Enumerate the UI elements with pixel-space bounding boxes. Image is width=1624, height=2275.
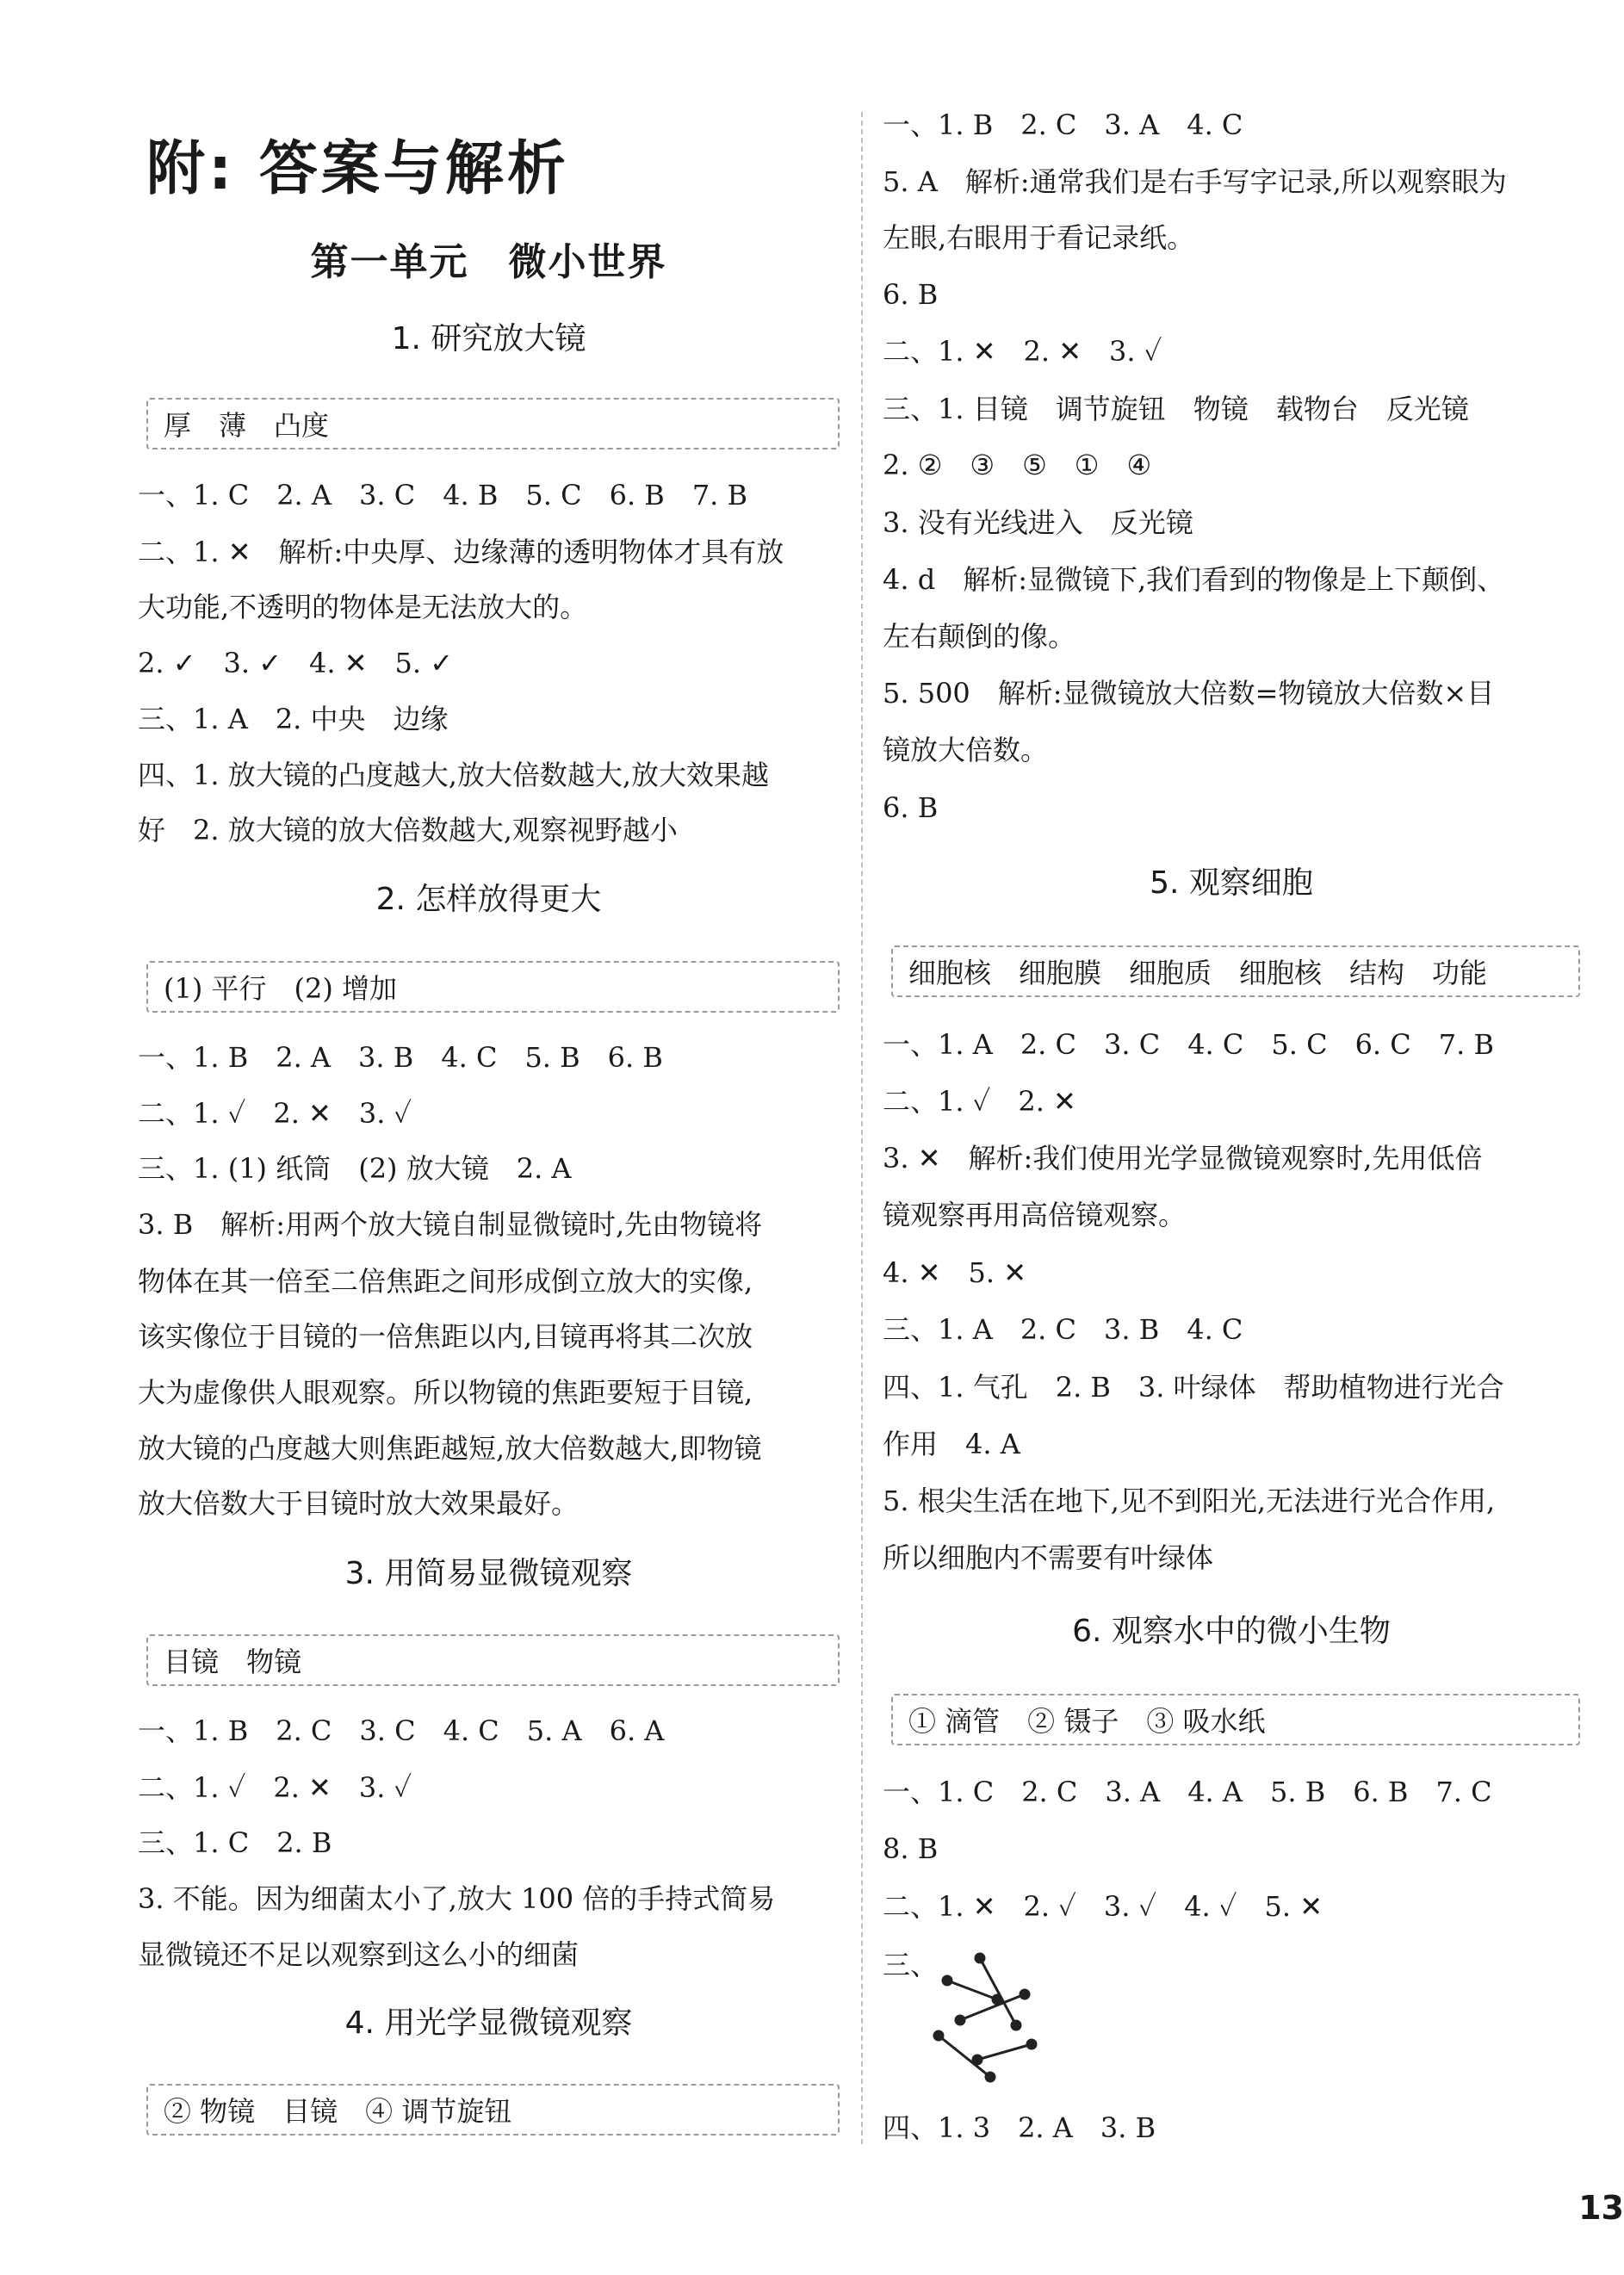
page-title: 附: 答案与解析 [146,135,569,203]
answer-line: 好 2. 放大镜的放大倍数越大,观察视野越小 [138,814,678,846]
answer-line: 4. d 解析:显微镜下,我们看到的物像是上下颠倒、 [883,563,1505,596]
answer-line: 一、1. C 2. A 3. C 4. B 5. C 6. B 7. B [138,479,748,511]
section-title-5: 5. 观察细胞 [1150,865,1313,901]
key-box-6: ① 滴管 ② 镊子 ③ 吸水纸 [891,1694,1580,1745]
answer-line: 三、1. 目镜 调节旋钮 物镜 载物台 反光镜 [883,393,1469,425]
answer-line: 三、1. (1) 纸筒 (2) 放大镜 2. A [138,1152,572,1185]
answer-line: 3. 不能。因为细菌太小了,放大 100 倍的手持式简易 [138,1882,776,1915]
answer-line: 四、1. 3 2. A 3. B [883,2111,1156,2144]
unit-title: 第一单元 微小世界 [310,240,667,284]
answer-line: 2. ② ③ ⑤ ① ④ [883,449,1152,481]
answer-line: 一、1. B 2. C 3. C 4. C 5. A 6. A [138,1714,665,1747]
section-title-2: 2. 怎样放得更大 [375,882,602,917]
answer-line: 3. ✕ 解析:我们使用光学显微镜观察时,先用低倍 [883,1142,1483,1175]
answer-line: 大功能,不透明的物体是无法放大的。 [138,591,588,623]
answer-line: 作用 4. A [883,1428,1020,1460]
answer-line: 四、1. 气孔 2. B 3. 叶绿体 帮助植物进行光合 [883,1371,1504,1404]
section-title-4: 4. 用光学显微镜观察 [344,2005,633,2041]
answer-line: 三、1. A 2. 中央 边缘 [138,703,449,735]
section-title-3: 3. 用简易显微镜观察 [344,1556,633,1591]
answer-line: 二、1. ✓ 2. ✕ 3. ✓ [138,1097,412,1130]
answer-line: 左右颠倒的像。 [883,620,1076,653]
answer-line: 大为虚像供人眼观察。所以物镜的焦距要短于目镜, [138,1376,753,1409]
answer-line: 该实像位于目镜的一倍焦距以内,目镜再将其二次放 [138,1320,753,1353]
key-box-4: ② 物镜 目镜 ④ 调节旋钮 [146,2084,840,2136]
key-box-2: (1) 平行 (2) 增加 [146,961,840,1013]
answer-line: 一、1. A 2. C 3. C 4. C 5. C 6. C 7. B [883,1028,1494,1061]
answer-line: 左眼,右眼用于看记录纸。 [883,221,1195,254]
answer-line: 四、1. 放大镜的凸度越大,放大倍数越大,放大效果越 [138,759,770,791]
answer-line: 放大镜的凸度越大则焦距越短,放大倍数越大,即物镜 [138,1432,762,1465]
section-title-6: 6. 观察水中的微小生物 [1072,1614,1391,1649]
answer-line: 三、1. A 2. C 3. B 4. C [883,1313,1243,1346]
answer-line: 镜放大倍数。 [883,734,1049,766]
answer-line: 二、1. ✓ 2. ✕ 3. ✓ [138,1771,412,1804]
answer-line: 二、1. ✕ 2. ✕ 3. ✓ [883,335,1162,368]
answer-line: 一、1. C 2. C 3. A 4. A 5. B 6. B 7. C [883,1776,1492,1808]
answer-line: 放大倍数大于目镜时放大效果最好。 [138,1487,580,1520]
matching-lines-figure [921,1948,1051,2086]
answer-line: 5. 500 解析:显微镜放大倍数=物镜放大倍数×目 [883,677,1495,710]
answer-line: 镜观察再用高倍镜观察。 [883,1199,1187,1231]
answer-line: 5. A 解析:通常我们是右手写字记录,所以观察眼为 [883,165,1507,198]
section-title-1: 1. 研究放大镜 [391,321,586,356]
page-number: 13 [1578,2189,1624,2227]
answer-line: 一、1. B 2. C 3. A 4. C [883,108,1243,141]
answer-line: 一、1. B 2. A 3. B 4. C 5. B 6. B [138,1041,663,1074]
key-box-5: 细胞核 细胞膜 细胞质 细胞核 结构 功能 [891,945,1580,997]
answer-line: 二、1. ✕ 解析:中央厚、边缘薄的透明物体才具有放 [138,536,784,568]
answer-line: 二、1. ✓ 2. ✕ [883,1085,1076,1118]
answer-line: 6. B [883,791,939,824]
answer-line: 二、1. ✕ 2. ✓ 3. ✓ 4. ✓ 5. ✕ [883,1890,1323,1923]
answer-line: 4. ✕ 5. ✕ [883,1256,1027,1289]
answer-line: 物体在其一倍至二倍焦距之间形成倒立放大的实像, [138,1265,753,1298]
answer-line: 3. B 解析:用两个放大镜自制显微镜时,先由物镜将 [138,1208,763,1241]
answer-line: 所以细胞内不需要有叶绿体 [883,1541,1214,1574]
key-box-3: 目镜 物镜 [146,1634,840,1686]
answer-line: 5. 根尖生活在地下,见不到阳光,无法进行光合作用, [883,1485,1496,1517]
answer-line: 三、 [883,1949,939,1981]
answer-line: 2. ✓ 3. ✓ 4. ✕ 5. ✓ [138,647,454,679]
answer-line: 8. B [883,1832,939,1865]
answer-line: 6. B [883,278,939,311]
answer-line: 三、1. C 2. B [138,1826,332,1859]
key-box-1: 厚 薄 凸度 [146,398,840,449]
column-divider [861,112,863,2144]
answer-line: 3. 没有光线进入 反光镜 [883,506,1193,539]
answer-line: 显微镜还不足以观察到这么小的细菌 [138,1938,580,1971]
